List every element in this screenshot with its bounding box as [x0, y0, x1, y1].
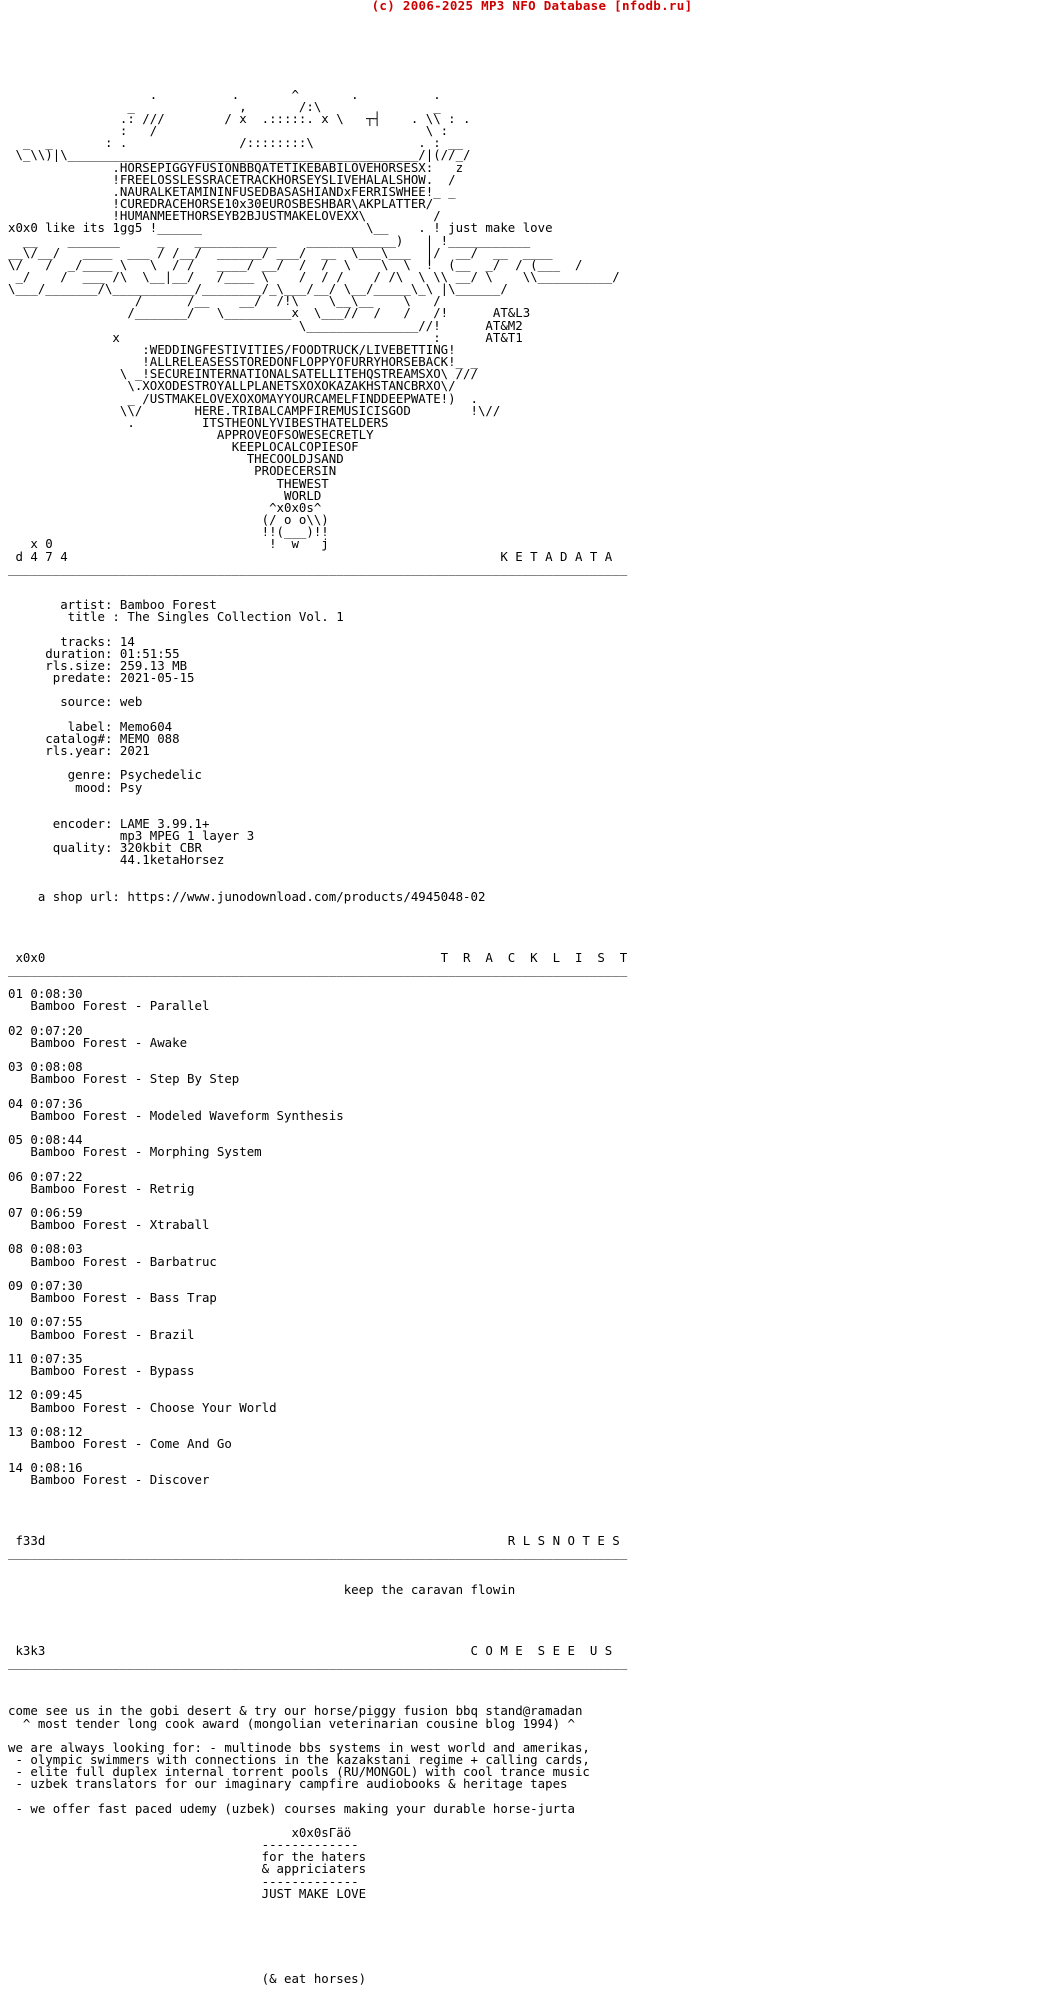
nfo-line: _ , /:\ _: [8, 98, 441, 114]
nfo-line: (/ o o\\): [8, 512, 329, 528]
nfo-line: catalog#: MEMO 088: [8, 730, 180, 746]
nfo-line: -------------: [8, 1873, 359, 1889]
nfo-line: Bamboo Forest - Come And Go: [8, 1435, 232, 1451]
nfo-line: 09 0:07:30: [8, 1277, 83, 1293]
nfo-line: x0x0 like its 1gg5 !______ \__ . ! just make love: [8, 220, 553, 236]
nfo-line: JUST MAKE LOVE: [8, 1885, 367, 1901]
nfo-line: f33d R L S N O T E S: [8, 1533, 620, 1549]
nfo-line: ___________________________________________________________________________________: [8, 1654, 628, 1670]
nfo-line: Bamboo Forest - Parallel: [8, 998, 210, 1014]
nfo-line: mood: Psy: [8, 779, 143, 795]
nfo-line: ^ most tender long cook award (mongolian veterinarian cousine blog 1994) ^: [8, 1715, 575, 1731]
nfo-line: rls.size: 259.13 MB: [8, 657, 188, 673]
nfo-line: 06 0:07:22: [8, 1168, 83, 1184]
nfo-line: - olympic swimmers with connections in the kazakstani regime + calling cards,: [8, 1752, 590, 1768]
nfo-line: PRODECERSIN: [8, 463, 337, 479]
nfo-line: !CUREDRACEHORSE10x30EUROSBESHBAR\AKPLATTER/: [8, 196, 434, 212]
nfo-line: come see us in the gobi desert & try our horse/piggy fusion bbq stand@ramadan: [8, 1703, 583, 1719]
nfo-line: APPROVEOFSOWESECRETLY: [8, 427, 374, 442]
nfo-line: - elite full duplex internal torrent pools (RU/MONGOL) with cool trance music: [8, 1764, 590, 1780]
copyright-header-text: (c) 2006-2025 MP3 NFO Database [nfodb.ru]: [371, 0, 693, 13]
nfo-line: Bamboo Forest - Morphing System: [8, 1144, 262, 1160]
nfo-line: 05 0:08:44: [8, 1132, 83, 1148]
nfo-line: we are always looking for: - multinode bbs systems in west world and amerikas,: [8, 1739, 590, 1755]
nfo-line: tracks: 14: [8, 633, 135, 649]
nfo-line: !ALLRELEASESSTOREDONFLOPPYOFURRYHORSEBACK!_ _: [8, 354, 478, 370]
nfo-line: keep the caravan flowin: [8, 1581, 516, 1597]
nfo-line: duration: 01:51:55: [8, 645, 180, 661]
nfo-line: mp3 MPEG 1 layer 3: [8, 828, 255, 844]
nfo-line: 08 0:08:03: [8, 1241, 83, 1257]
nfo-line: : / \ :: [8, 123, 449, 139]
nfo-line: . . ^ . .: [8, 86, 441, 102]
nfo-line: label: Memo604: [8, 718, 173, 734]
nfo-line: Bamboo Forest - Awake: [8, 1034, 188, 1050]
nfo-line: 11 0:07:35: [8, 1350, 83, 1366]
nfo-line: . ITSTHEONLYVIBESTHATELDERS: [8, 414, 389, 430]
nfo-line: ___________________________________________________________________________________: [8, 560, 628, 576]
nfo-line: k3k3 C O M E S E E U S: [8, 1642, 613, 1658]
nfo-line: 01 0:08:30: [8, 986, 83, 1002]
nfo-line: _ /USTMAKELOVEXOXOMAYYOURCAMELFINDDEEPWATE!) .: [8, 390, 478, 406]
nfo-line: Bamboo Forest - Barbatruc: [8, 1253, 217, 1269]
nfo-line: rls.year: 2021: [8, 743, 150, 759]
nfo-line: .NAURALKETAMININFUSEDBASASHIANDxFERRISWHEE!_ _: [8, 183, 456, 199]
nfo-line: :WEDDINGFESTIVITIES/FOODTRUCK/LIVEBETTING!: [8, 341, 456, 357]
nfo-line: x : AT&T1: [8, 329, 523, 345]
nfo-line: Bamboo Forest - Xtraball: [8, 1217, 210, 1233]
nfo-line: source: web: [8, 694, 143, 710]
nfo-line: Bamboo Forest - Step By Step: [8, 1071, 240, 1087]
nfo-line: \_\\)|\_______________________________________________/|(//_/: [8, 147, 471, 163]
nfo-line: Bamboo Forest - Modeled Waveform Synthesis: [8, 1107, 344, 1123]
nfo-line: 13 0:08:12: [8, 1423, 83, 1439]
nfo-line: genre: Psychedelic: [8, 767, 202, 783]
nfo-line: predate: 2021-05-15: [8, 670, 195, 686]
nfo-line: Bamboo Forest - Brazil: [8, 1326, 195, 1342]
nfo-line: - we offer fast paced udemy (uzbek) courses making your durable horse-jurta: [8, 1800, 575, 1816]
nfo-line: \_______________//! AT&M2: [8, 317, 523, 333]
nfo-line: / /__ __/ /!\ \__\__ \ /: [8, 293, 441, 309]
nfo-line: !HUMANMEETHORSEYB2BJUSTMAKELOVEXX\ /: [8, 208, 441, 224]
nfo-line: !!(___)!!: [8, 524, 329, 540]
nfo-line: Bamboo Forest - Choose Your World: [8, 1399, 277, 1415]
nfo-line: .HORSEPIGGYFUSIONBBQATETIKEBABILOVEHORSESX: z: [8, 159, 464, 175]
nfo-line: \ _!SECUREINTERNATIONALSATELLITEHQSTREAMSXO\ ///: [8, 366, 478, 382]
nfo-line: Bamboo Forest - Retrig: [8, 1180, 195, 1196]
nfo-line: 07 0:06:59: [8, 1205, 83, 1220]
nfo-line: x0x0 T R A C K L I S T: [8, 949, 628, 965]
nfo-line: /_______/ \_________x \___// / / /! AT&L3: [8, 305, 531, 321]
nfo-line: (& eat horses): [8, 1970, 367, 1986]
nfo-line: 04 0:07:36: [8, 1095, 83, 1111]
nfo-line: - uzbek translators for our imaginary campfire audiobooks & heritage tapes: [8, 1776, 568, 1792]
nfo-line: \___/_______/\___________/________/_\___/__/ \__/_____\_\ |\______/: [8, 281, 508, 297]
nfo-line: encoder: LAME 3.99.1+: [8, 816, 210, 831]
nfo-line: \.XOXODESTROYALLPLANETSXOXOKAZAKHSTANCBRXO\/: [8, 378, 456, 394]
site-header: [0, 0, 1064, 12]
nfo-line: _/ / ___ /\ \__|__/ /____ \ / / / / /\ \ \\ __/ \ \\__________/: [8, 268, 620, 284]
nfo-line: __\/__/ ____ ___ / /__/ ______/ ___/ __ \___\___ |/ __/ __ ____: [8, 244, 553, 260]
nfo-text-block: [8, 40, 627, 1985]
nfo-line: __ _______ _ ___________ ____________) | !___________: [8, 232, 531, 248]
nfo-line: THECOOLDJSAND: [8, 451, 344, 467]
nfo-line: 03 0:08:08: [8, 1059, 83, 1075]
nfo-line: Bamboo Forest - Bypass: [8, 1363, 195, 1379]
nfo-line: 12 0:09:45: [8, 1387, 83, 1403]
nfo-line: 10 0:07:55: [8, 1314, 83, 1330]
nfo-line: Bamboo Forest - Bass Trap: [8, 1290, 217, 1306]
nfo-line: \\/ HERE.TRIBALCAMPFIREMUSICISGOD !\//: [8, 402, 501, 418]
nfo-line: ___________________________________________________________________________________: [8, 1545, 628, 1561]
nfo-line: Bamboo Forest - Discover: [8, 1472, 210, 1488]
nfo-line: \/ / _/____ \ \ / / ____/ __/ / / \ \ \ ! (__ _/ / (___ /: [8, 256, 583, 272]
nfo-line: .: /// / x .:::::. x \ ┬┤ . \\ : .: [8, 110, 471, 126]
nfo-line: THEWEST: [8, 475, 329, 491]
nfo-line: artist: Bamboo Forest: [8, 597, 217, 613]
nfo-line: x 0 ! w j: [8, 536, 329, 552]
nfo-line: ^x0x0s^: [8, 499, 322, 515]
nfo-line: a shop url: https://www.junodownload.com/products/4945048-02: [8, 888, 486, 904]
nfo-line: _ _ : . /::::::::\ . : __: [8, 135, 464, 151]
nfo-line: 02 0:07:20: [8, 1022, 83, 1038]
nfo-line: quality: 320kbit CBR: [8, 840, 202, 856]
nfo-line: WORLD: [8, 487, 322, 503]
nfo-line: 14 0:08:16: [8, 1460, 83, 1476]
nfo-line: !FREELOSSLESSRACETRACKHORSEYSLIVEHALALSHOW. /: [8, 171, 456, 187]
nfo-line: for the haters: [8, 1849, 367, 1865]
nfo-line: KEEPLOCALCOPIESOF: [8, 439, 359, 455]
nfo-line: d 4 7 4 K E T A D A T A: [8, 548, 613, 564]
nfo-line: x0x0sГäö: [8, 1824, 352, 1840]
nfo-line: 44.1ketaHorsez: [8, 852, 225, 868]
nfo-line: title : The Singles Collection Vol. 1: [8, 609, 344, 625]
nfo-line: & appriciaters: [8, 1861, 367, 1877]
nfo-line: -------------: [8, 1837, 359, 1853]
nfo-line: ___________________________________________________________________________________: [8, 961, 628, 977]
